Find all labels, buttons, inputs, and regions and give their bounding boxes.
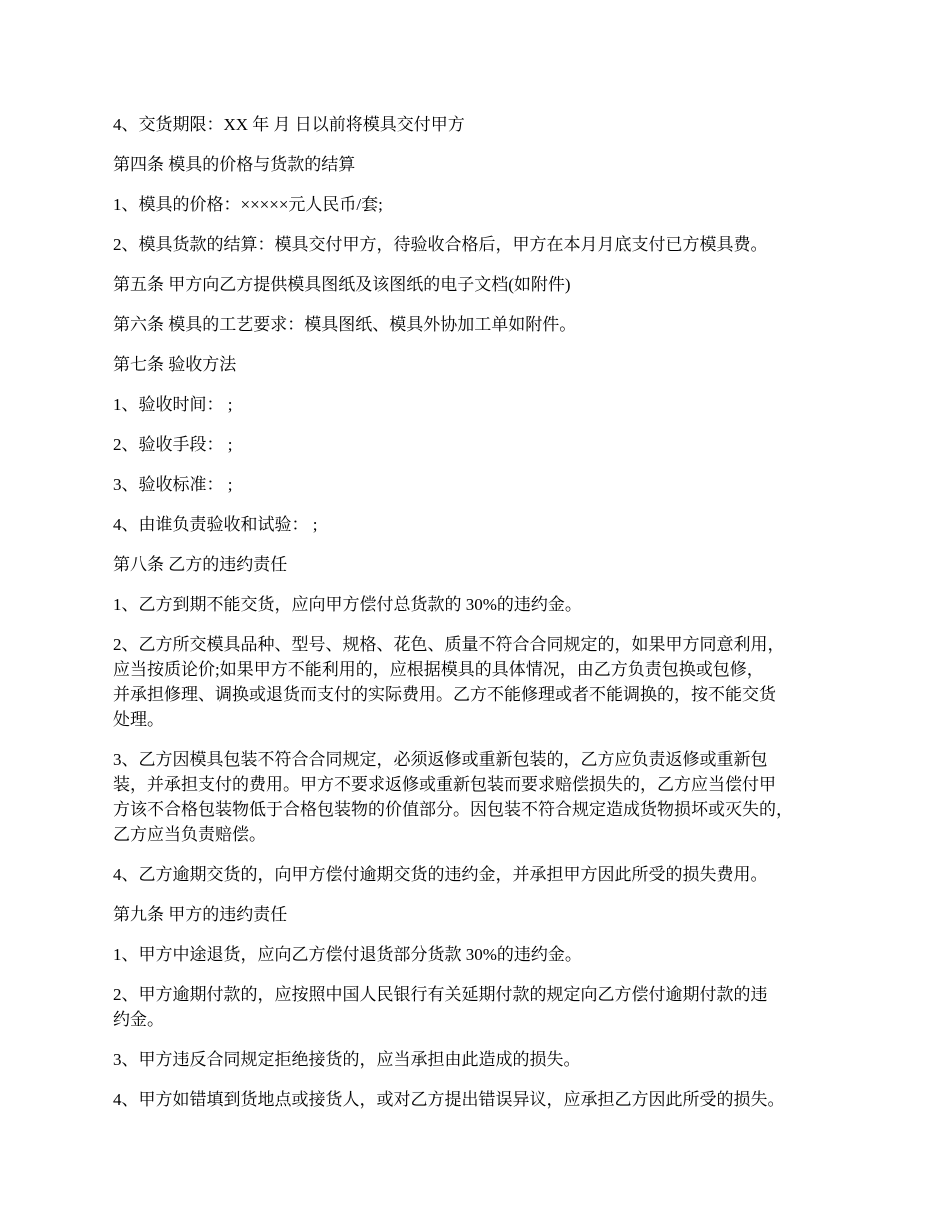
document-paragraph: [113, 592, 853, 617]
paragraph-line: 乙方应当负责赔偿。: [113, 825, 266, 844]
document-paragraph: [113, 312, 853, 337]
document-paragraph: [113, 862, 853, 887]
paragraph-line: 2、乙方所交模具品种、型号、规格、花色、质量不符合合同规定的，如果甲方同意利用，: [113, 635, 785, 654]
document-paragraph: [113, 512, 853, 537]
paragraph-line: 第八条 乙方的违约责任: [113, 555, 288, 574]
paragraph-line: 1、乙方到期不能交货，应向甲方偿付总货款的 30%的违约金。: [113, 595, 582, 614]
document-paragraph: [113, 472, 853, 497]
document-paragraph: [113, 632, 853, 732]
paragraph-line: 1、验收时间： ;: [113, 395, 233, 414]
paragraph-line: 第四条 模具的价格与货款的结算: [113, 155, 356, 174]
document-paragraph: [113, 552, 853, 577]
document-paragraph: [113, 112, 853, 137]
paragraph-line: 第七条 验收方法: [113, 355, 237, 374]
document-paragraph: [113, 432, 853, 457]
paragraph-line: 装，并承担支付的费用。甲方不要求返修或重新包装而要求赔偿损失的，乙方应当偿付甲: [113, 775, 776, 794]
paragraph-line: 4、乙方逾期交货的，向甲方偿付逾期交货的违约金，并承担甲方因此所受的损失费用。: [113, 865, 768, 884]
paragraph-line: 4、由谁负责验收和试验： ;: [113, 515, 318, 534]
paragraph-line: 1、甲方中途退货，应向乙方偿付退货部分货款 30%的违约金。: [113, 945, 582, 964]
document-paragraph: [113, 942, 853, 967]
paragraph-line: 3、甲方违反合同规定拒绝接货的，应当承担由此造成的损失。: [113, 1050, 581, 1069]
paragraph-line: 2、验收手段： ;: [113, 435, 233, 454]
document-paragraph: [113, 902, 853, 927]
document-paragraph: [113, 352, 853, 377]
document-paragraph: [113, 747, 853, 847]
paragraph-line: 1、模具的价格：×××××元人民币/套;: [113, 195, 383, 214]
document-paragraph: [113, 982, 853, 1032]
paragraph-line: 应当按质论价;如果甲方不能利用的，应根据模具的具体情况，由乙方负责包换或包修，: [113, 660, 764, 679]
paragraph-line: 处理。: [113, 710, 164, 729]
document-paragraph: [113, 1087, 853, 1112]
document-paragraph: [113, 192, 853, 217]
paragraph-line: 4、交货期限：XX 年 月 日以前将模具交付甲方: [113, 115, 465, 134]
paragraph-line: 3、乙方因模具包装不符合合同规定，必须返修或重新包装的，乙方应负责返修或重新包: [113, 750, 768, 769]
document-paragraph: [113, 152, 853, 177]
paragraph-line: 约金。: [113, 1010, 164, 1029]
paragraph-line: 4、甲方如错填到货地点或接货人，或对乙方提出错误异议，应承担乙方因此所受的损失。: [113, 1090, 785, 1109]
paragraph-line: 并承担修理、调换或退货而支付的实际费用。乙方不能修理或者不能调换的，按不能交货: [113, 685, 776, 704]
paragraph-line: 方该不合格包装物低于合格包装物的价值部分。因包装不符合规定造成货物损坏或灭失的，: [113, 800, 793, 819]
document-paragraph: [113, 272, 853, 297]
document-paragraph: [113, 392, 853, 417]
paragraph-line: 2、模具货款的结算：模具交付甲方，待验收合格后，甲方在本月月底支付已方模具费。: [113, 235, 768, 254]
paragraph-line: 第五条 甲方向乙方提供模具图纸及该图纸的电子文档(如附件): [113, 275, 571, 294]
paragraph-line: 2、甲方逾期付款的，应按照中国人民银行有关延期付款的规定向乙方偿付逾期付款的违: [113, 985, 768, 1004]
document-paragraph: [113, 1047, 853, 1072]
paragraph-line: 3、验收标准： ;: [113, 475, 233, 494]
document-paragraph: [113, 232, 853, 257]
paragraph-line: 第九条 甲方的违约责任: [113, 905, 288, 924]
paragraph-line: 第六条 模具的工艺要求：模具图纸、模具外协加工单如附件。: [113, 315, 577, 334]
document-page: [113, 112, 853, 1127]
